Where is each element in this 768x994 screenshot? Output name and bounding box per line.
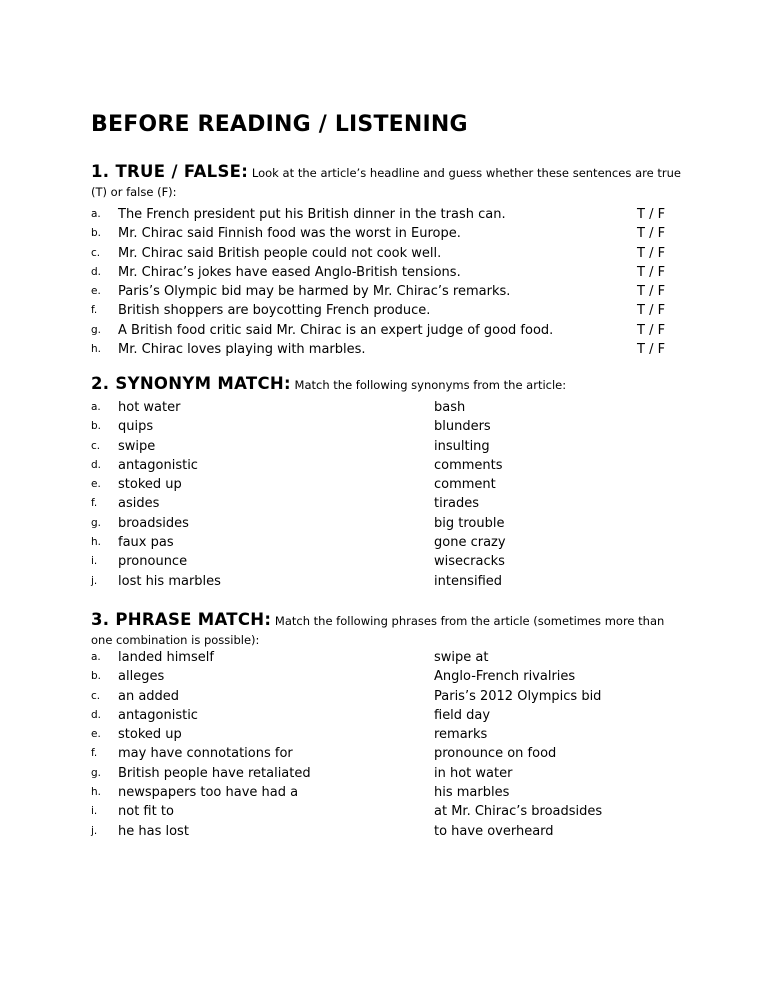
right-term: insulting [434, 438, 490, 454]
statement-text: Mr. Chirac said Finnish food was the worst in Europe. [118, 226, 461, 242]
left-term: an added [118, 688, 180, 704]
statement-text: A British food critic said Mr. Chirac is an expert judge of good food. [118, 322, 554, 338]
section1-instruction: Look at the article’s headline and guess whether these sentences are true (T) or false (F): [91, 166, 682, 199]
left-term: he has lost [118, 823, 189, 839]
true-false-option: T / F [637, 303, 666, 319]
item-letter: d. [91, 265, 102, 278]
right-term: intensified [434, 573, 503, 589]
right-term: tirades [434, 496, 480, 512]
left-term: British people have retaliated [118, 765, 311, 781]
statement-text: Mr. Chirac loves playing with marbles. [118, 342, 366, 358]
phrase-item [91, 667, 681, 686]
left-term: pronounce [118, 554, 188, 570]
item-letter: j. [91, 824, 98, 837]
right-term: in hot water [434, 765, 513, 781]
true-false-option: T / F [637, 207, 666, 222]
item-letter: d. [91, 458, 102, 471]
synonym-item [91, 456, 681, 475]
statement-text: Mr. Chirac said British people could not cook well. [118, 245, 442, 261]
synonym-item [91, 533, 681, 552]
true-false-option: T / F [637, 322, 666, 338]
page-title: BEFORE READING / LISTENING [91, 112, 468, 137]
item-letter: f. [91, 747, 98, 760]
true-false-option: T / F [637, 226, 666, 242]
synonym-item [91, 572, 681, 591]
item-letter: e. [91, 478, 101, 491]
synonym-match-list [91, 398, 681, 591]
item-letter: g. [91, 766, 102, 779]
section3-title: 3. PHRASE MATCH: [91, 610, 272, 629]
section1-header [91, 162, 681, 202]
section3-header [91, 610, 681, 650]
item-letter: e. [91, 728, 101, 741]
item-letter: j. [91, 574, 98, 587]
true-false-item [91, 244, 681, 263]
left-term: alleges [118, 669, 165, 685]
synonym-item [91, 514, 681, 533]
item-letter: a. [91, 651, 101, 663]
statement-text: The French president put his British dinner in the trash can. [118, 207, 506, 222]
statement-text: Paris’s Olympic bid may be harmed by Mr. Chirac’s remarks. [118, 284, 511, 300]
true-false-option: T / F [637, 284, 666, 300]
right-term: blunders [434, 419, 491, 435]
section2-instruction: Match the following synonyms from the article: [294, 378, 567, 392]
synonym-item [91, 417, 681, 436]
right-term: comments [434, 457, 503, 473]
left-term: asides [118, 496, 160, 512]
right-term: gone crazy [434, 535, 506, 551]
item-letter: g. [91, 516, 102, 529]
synonym-item [91, 437, 681, 456]
item-letter: c. [91, 246, 101, 259]
true-false-item [91, 340, 681, 359]
phrase-item [91, 687, 681, 706]
phrase-item [91, 706, 681, 725]
left-term: broadsides [118, 515, 189, 531]
item-letter: h. [91, 786, 101, 799]
true-false-item [91, 301, 681, 320]
left-term: newspapers too have had a [118, 785, 299, 801]
item-letter: d. [91, 708, 102, 721]
true-false-option: T / F [637, 342, 666, 358]
true-false-item [91, 205, 681, 224]
right-term: pronounce on food [434, 746, 557, 762]
item-letter: e. [91, 285, 101, 298]
left-term: swipe [118, 438, 156, 454]
true-false-item [91, 282, 681, 301]
section2-header [91, 374, 681, 395]
right-term: at Mr. Chirac’s broadsides [434, 804, 603, 820]
left-term: quips [118, 419, 154, 435]
statement-text: British shoppers are boycotting French produce. [118, 303, 431, 319]
left-term: landed himself [118, 650, 214, 665]
left-term: antagonistic [118, 457, 198, 473]
left-term: may have connotations for [118, 746, 293, 762]
section2-title: 2. SYNONYM MATCH: [91, 374, 291, 393]
right-term: remarks [434, 727, 488, 743]
section3-instruction: Match the following phrases from the article (sometimes more than one combination is possible): [91, 614, 665, 647]
right-term: field day [434, 707, 491, 723]
item-letter: b. [91, 420, 102, 433]
item-letter: c. [91, 689, 101, 702]
statement-text: Mr. Chirac’s jokes have eased Anglo-British tensions. [118, 264, 461, 280]
item-letter: h. [91, 343, 101, 356]
right-term: comment [434, 477, 496, 493]
left-term: lost his marbles [118, 573, 221, 589]
left-term: antagonistic [118, 707, 198, 723]
item-letter: a. [91, 401, 101, 413]
phrase-item [91, 744, 681, 763]
synonym-item [91, 552, 681, 571]
section1-title: 1. TRUE / FALSE: [91, 162, 249, 181]
left-term: not fit to [118, 804, 174, 820]
phrase-item [91, 783, 681, 802]
item-letter: i. [91, 555, 98, 568]
item-letter: f. [91, 497, 98, 510]
synonym-item [91, 494, 681, 513]
right-term: Paris’s 2012 Olympics bid [434, 688, 602, 704]
synonym-item [91, 475, 681, 494]
right-term: to have overheard [434, 823, 554, 839]
item-letter: f. [91, 304, 98, 317]
right-term: Anglo-French rivalries [434, 669, 576, 685]
right-term: wisecracks [434, 554, 505, 570]
left-term: hot water [118, 400, 181, 415]
item-letter: g. [91, 323, 102, 336]
right-term: his marbles [434, 785, 510, 801]
item-letter: b. [91, 227, 102, 240]
item-letter: h. [91, 536, 101, 549]
phrase-item [91, 802, 681, 821]
true-false-list [91, 205, 681, 359]
right-term: swipe at [434, 650, 489, 665]
phrase-match-list [91, 648, 681, 841]
true-false-item [91, 321, 681, 340]
right-term: big trouble [434, 515, 505, 531]
phrase-item [91, 764, 681, 783]
phrase-item [91, 648, 681, 667]
true-false-option: T / F [637, 245, 666, 261]
true-false-item [91, 263, 681, 282]
item-letter: c. [91, 439, 101, 452]
right-term: bash [434, 400, 466, 415]
true-false-item [91, 224, 681, 243]
item-letter: a. [91, 208, 101, 220]
phrase-item [91, 725, 681, 744]
left-term: stoked up [118, 477, 182, 493]
left-term: faux pas [118, 535, 174, 551]
item-letter: i. [91, 805, 98, 818]
item-letter: b. [91, 670, 102, 683]
synonym-item [91, 398, 681, 417]
left-term: stoked up [118, 727, 182, 743]
phrase-item [91, 822, 681, 841]
true-false-option: T / F [637, 264, 666, 280]
